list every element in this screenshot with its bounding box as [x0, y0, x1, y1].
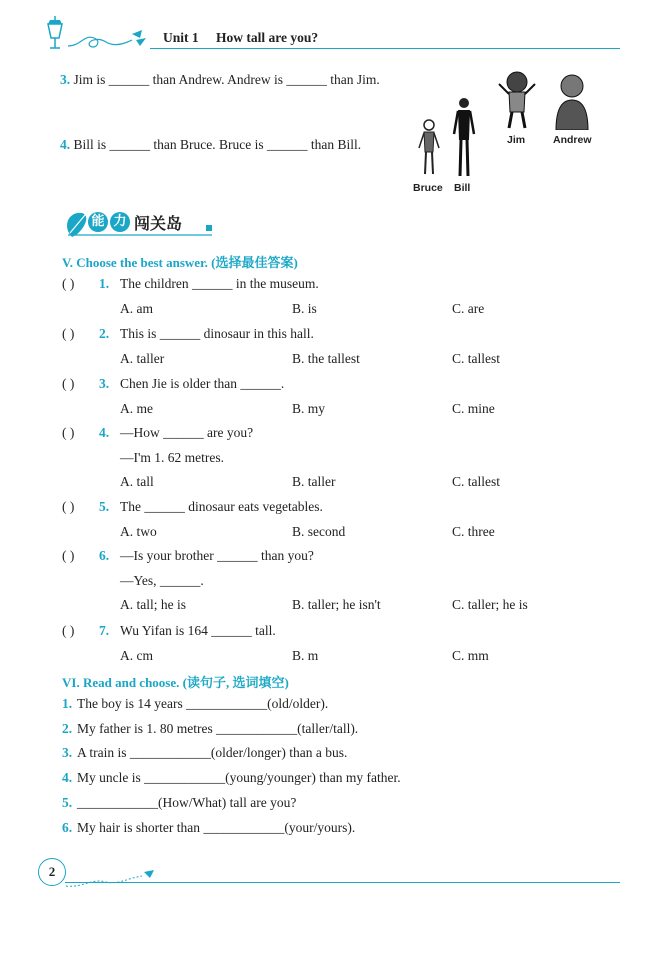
- option-b: B. m: [292, 647, 319, 663]
- question-text: This is ______ dinosaur in this hall.: [120, 326, 314, 341]
- question-text: The children ______ in the museum.: [120, 276, 319, 291]
- intro-question-4: [60, 137, 361, 153]
- question-number: 5.: [99, 499, 110, 514]
- question-text: The ______ dinosaur eats vegetables.: [120, 499, 323, 514]
- question-text: —Is your brother ______ than you?: [120, 548, 314, 563]
- question-text: Bill is ______ than Bruce. Bruce is ______ than Bill.: [73, 137, 362, 152]
- option-c: C. are: [452, 300, 485, 316]
- question-number: 4.: [99, 425, 110, 440]
- banner-badge-1: 能: [88, 212, 108, 232]
- question-text: Chen Jie is older than ______.: [120, 376, 285, 391]
- bill-figure: [452, 96, 476, 184]
- option-a: A. tall; he is: [120, 597, 186, 612]
- question-text: A train is ____________(older/longer) than a bus.: [77, 745, 348, 761]
- question-number: 6.: [99, 548, 110, 563]
- answer-paren: ( ): [62, 548, 75, 563]
- question-text: ____________(How/What) tall are you?: [77, 794, 297, 810]
- question-number: 3.: [60, 72, 71, 87]
- question-number: 1.: [62, 696, 73, 711]
- option-c: C. tallest: [452, 350, 500, 366]
- andrew-figure: [552, 72, 592, 134]
- header-swirl-decoration: [66, 26, 154, 56]
- question-text: My uncle is ____________(young/younger) than my father.: [77, 770, 401, 786]
- question-number: 3.: [99, 376, 110, 391]
- option-c: C. taller; he is: [452, 597, 528, 612]
- section-5-title: V. Choose the best answer. (选择最佳答案): [62, 255, 298, 270]
- intro-question-3: [60, 72, 380, 88]
- question-number: 2.: [99, 326, 110, 341]
- jim-figure: [497, 70, 537, 136]
- question-text: —How ______ are you?: [120, 425, 254, 440]
- option-b: B. taller: [292, 474, 336, 489]
- bruce-figure: [416, 118, 442, 182]
- question-number: 5.: [62, 794, 73, 810]
- unit-title: How tall are you?: [216, 30, 319, 45]
- option-b: B. is: [292, 300, 317, 316]
- option-c: C. three: [452, 523, 495, 539]
- question-number: 2.: [62, 720, 73, 736]
- page-header: [163, 30, 318, 46]
- banner-title: 闯关岛: [134, 214, 183, 233]
- question-text: My hair is shorter than ____________(your/yours).: [77, 819, 356, 835]
- option-a: A. two: [120, 523, 157, 539]
- answer-paren: ( ): [62, 276, 75, 291]
- andrew-label: Andrew: [553, 134, 592, 146]
- answer-paren: ( ): [62, 499, 75, 514]
- question-text: The boy is 14 years ____________(old/older).: [77, 696, 329, 711]
- banner-badge-2: 力: [110, 212, 130, 232]
- question-number: 4.: [60, 137, 71, 152]
- option-c: C. mm: [452, 647, 489, 663]
- section-6-title: VI. Read and choose. (读句子, 选词填空): [62, 675, 289, 690]
- option-b: B. second: [292, 523, 346, 539]
- option-b: B. the tallest: [292, 350, 360, 366]
- jim-label: Jim: [507, 134, 526, 146]
- question-text: —I'm 1. 62 metres.: [120, 449, 225, 465]
- option-c: C. mine: [452, 400, 495, 416]
- question-number: 7.: [99, 623, 110, 638]
- bruce-label: Bruce: [413, 182, 443, 194]
- bill-label: Bill: [454, 182, 471, 194]
- answer-paren: ( ): [62, 326, 75, 341]
- page-number: 2: [38, 858, 66, 886]
- answer-paren: ( ): [62, 425, 75, 440]
- answer-paren: ( ): [62, 376, 75, 391]
- option-b: B. taller; he isn't: [292, 597, 381, 612]
- footer-swirl-decoration: [62, 868, 162, 894]
- question-text: Wu Yifan is 164 ______ tall.: [120, 623, 276, 638]
- question-text: My father is 1. 80 metres ____________(taller/tall).: [77, 720, 359, 736]
- option-a: A. tall: [120, 474, 154, 489]
- unit-label: Unit 1: [163, 30, 199, 45]
- option-a: A. me: [120, 400, 153, 416]
- question-number: 3.: [62, 745, 73, 761]
- question-number: 1.: [99, 276, 110, 291]
- option-b: B. my: [292, 400, 326, 416]
- option-c: C. tallest: [452, 474, 500, 489]
- header-rule: [150, 48, 620, 49]
- answer-paren: ( ): [62, 623, 75, 638]
- question-text: —Yes, ______.: [120, 572, 204, 588]
- option-a: A. taller: [120, 350, 165, 366]
- question-number: 6.: [62, 819, 73, 835]
- question-number: 4.: [62, 770, 73, 786]
- question-text: Jim is ______ than Andrew. Andrew is ______ than Jim.: [73, 72, 380, 87]
- option-a: A. cm: [120, 647, 153, 663]
- option-a: A. am: [120, 300, 153, 316]
